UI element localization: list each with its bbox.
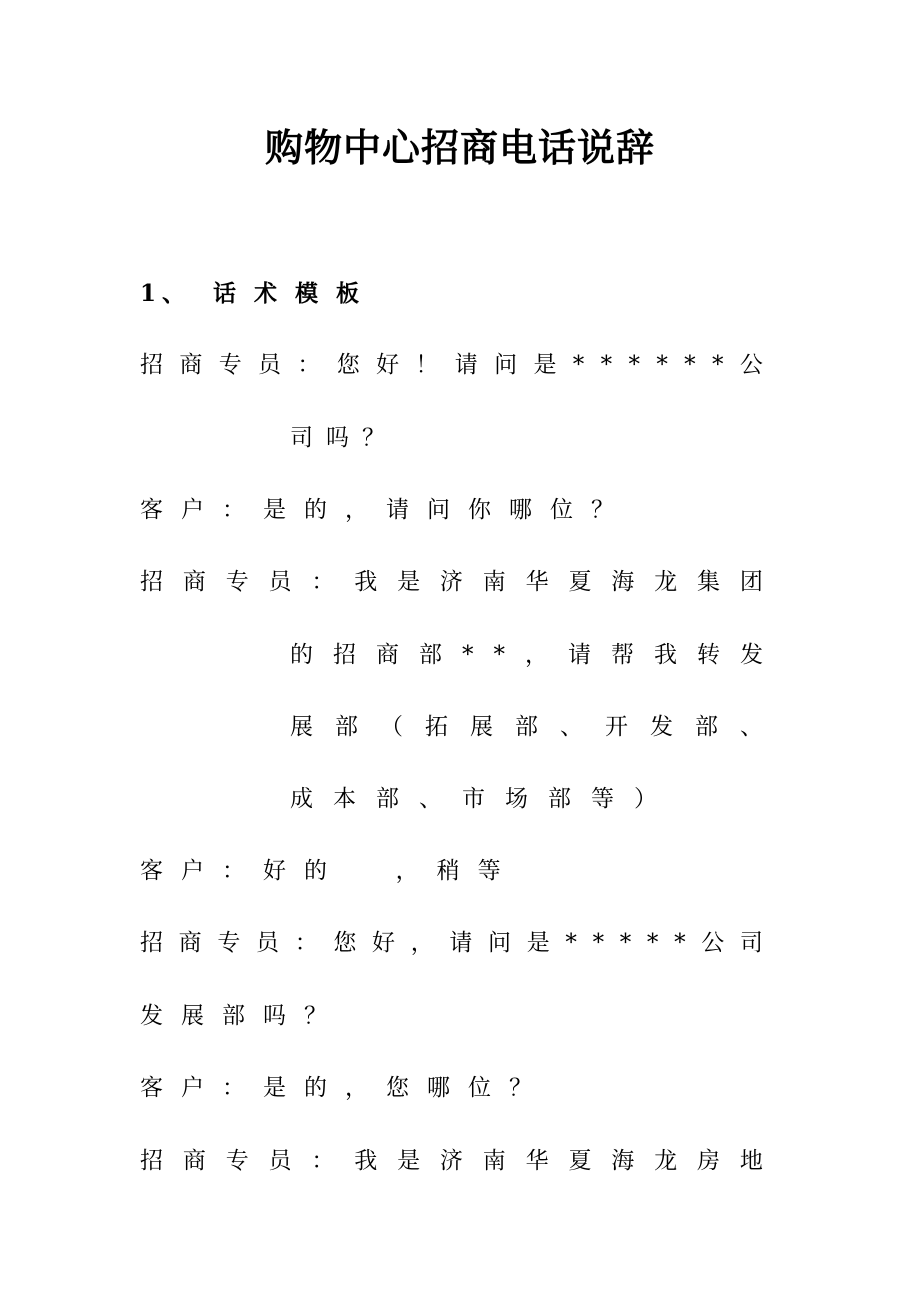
document-title: 购物中心招商电话说辞 <box>264 126 655 170</box>
dialogue-line: 招 商 专 员 ： 您 好 ！ 请 问 是 * * * * * * 公 <box>140 352 763 378</box>
dialogue-line: 招 商 专 员 ： 您 好 ， 请 问 是 * * * * * 公 司 <box>140 930 763 956</box>
dialogue-line: 招 商 专 员 ： 我 是 济 南 华 夏 海 龙 房 地 <box>140 1148 763 1174</box>
dialogue-line: 展 部 （ 拓 展 部 、 开 发 部 、 <box>290 714 763 740</box>
dialogue-line: 招 商 专 员 ： 我 是 济 南 华 夏 海 龙 集 团 <box>140 569 763 595</box>
dialogue-line: 发展部吗？ <box>140 1003 345 1029</box>
dialogue-line: 司吗？ <box>290 425 398 451</box>
dialogue-line: 的 招 商 部 * * ， 请 帮 我 转 发 <box>290 642 763 668</box>
section-heading <box>140 276 377 312</box>
dialogue-line: 客户：好的 ，稍等 <box>140 858 519 884</box>
dialogue-line: 客户：是的，请问你哪位？ <box>140 497 632 523</box>
section-number: 1、 <box>140 280 192 307</box>
dialogue-line: 成本部、市场部等） <box>290 786 677 812</box>
section-heading-text: 话术模板 <box>213 280 378 307</box>
dialogue-line: 客户：是的，您哪位？ <box>140 1075 550 1101</box>
